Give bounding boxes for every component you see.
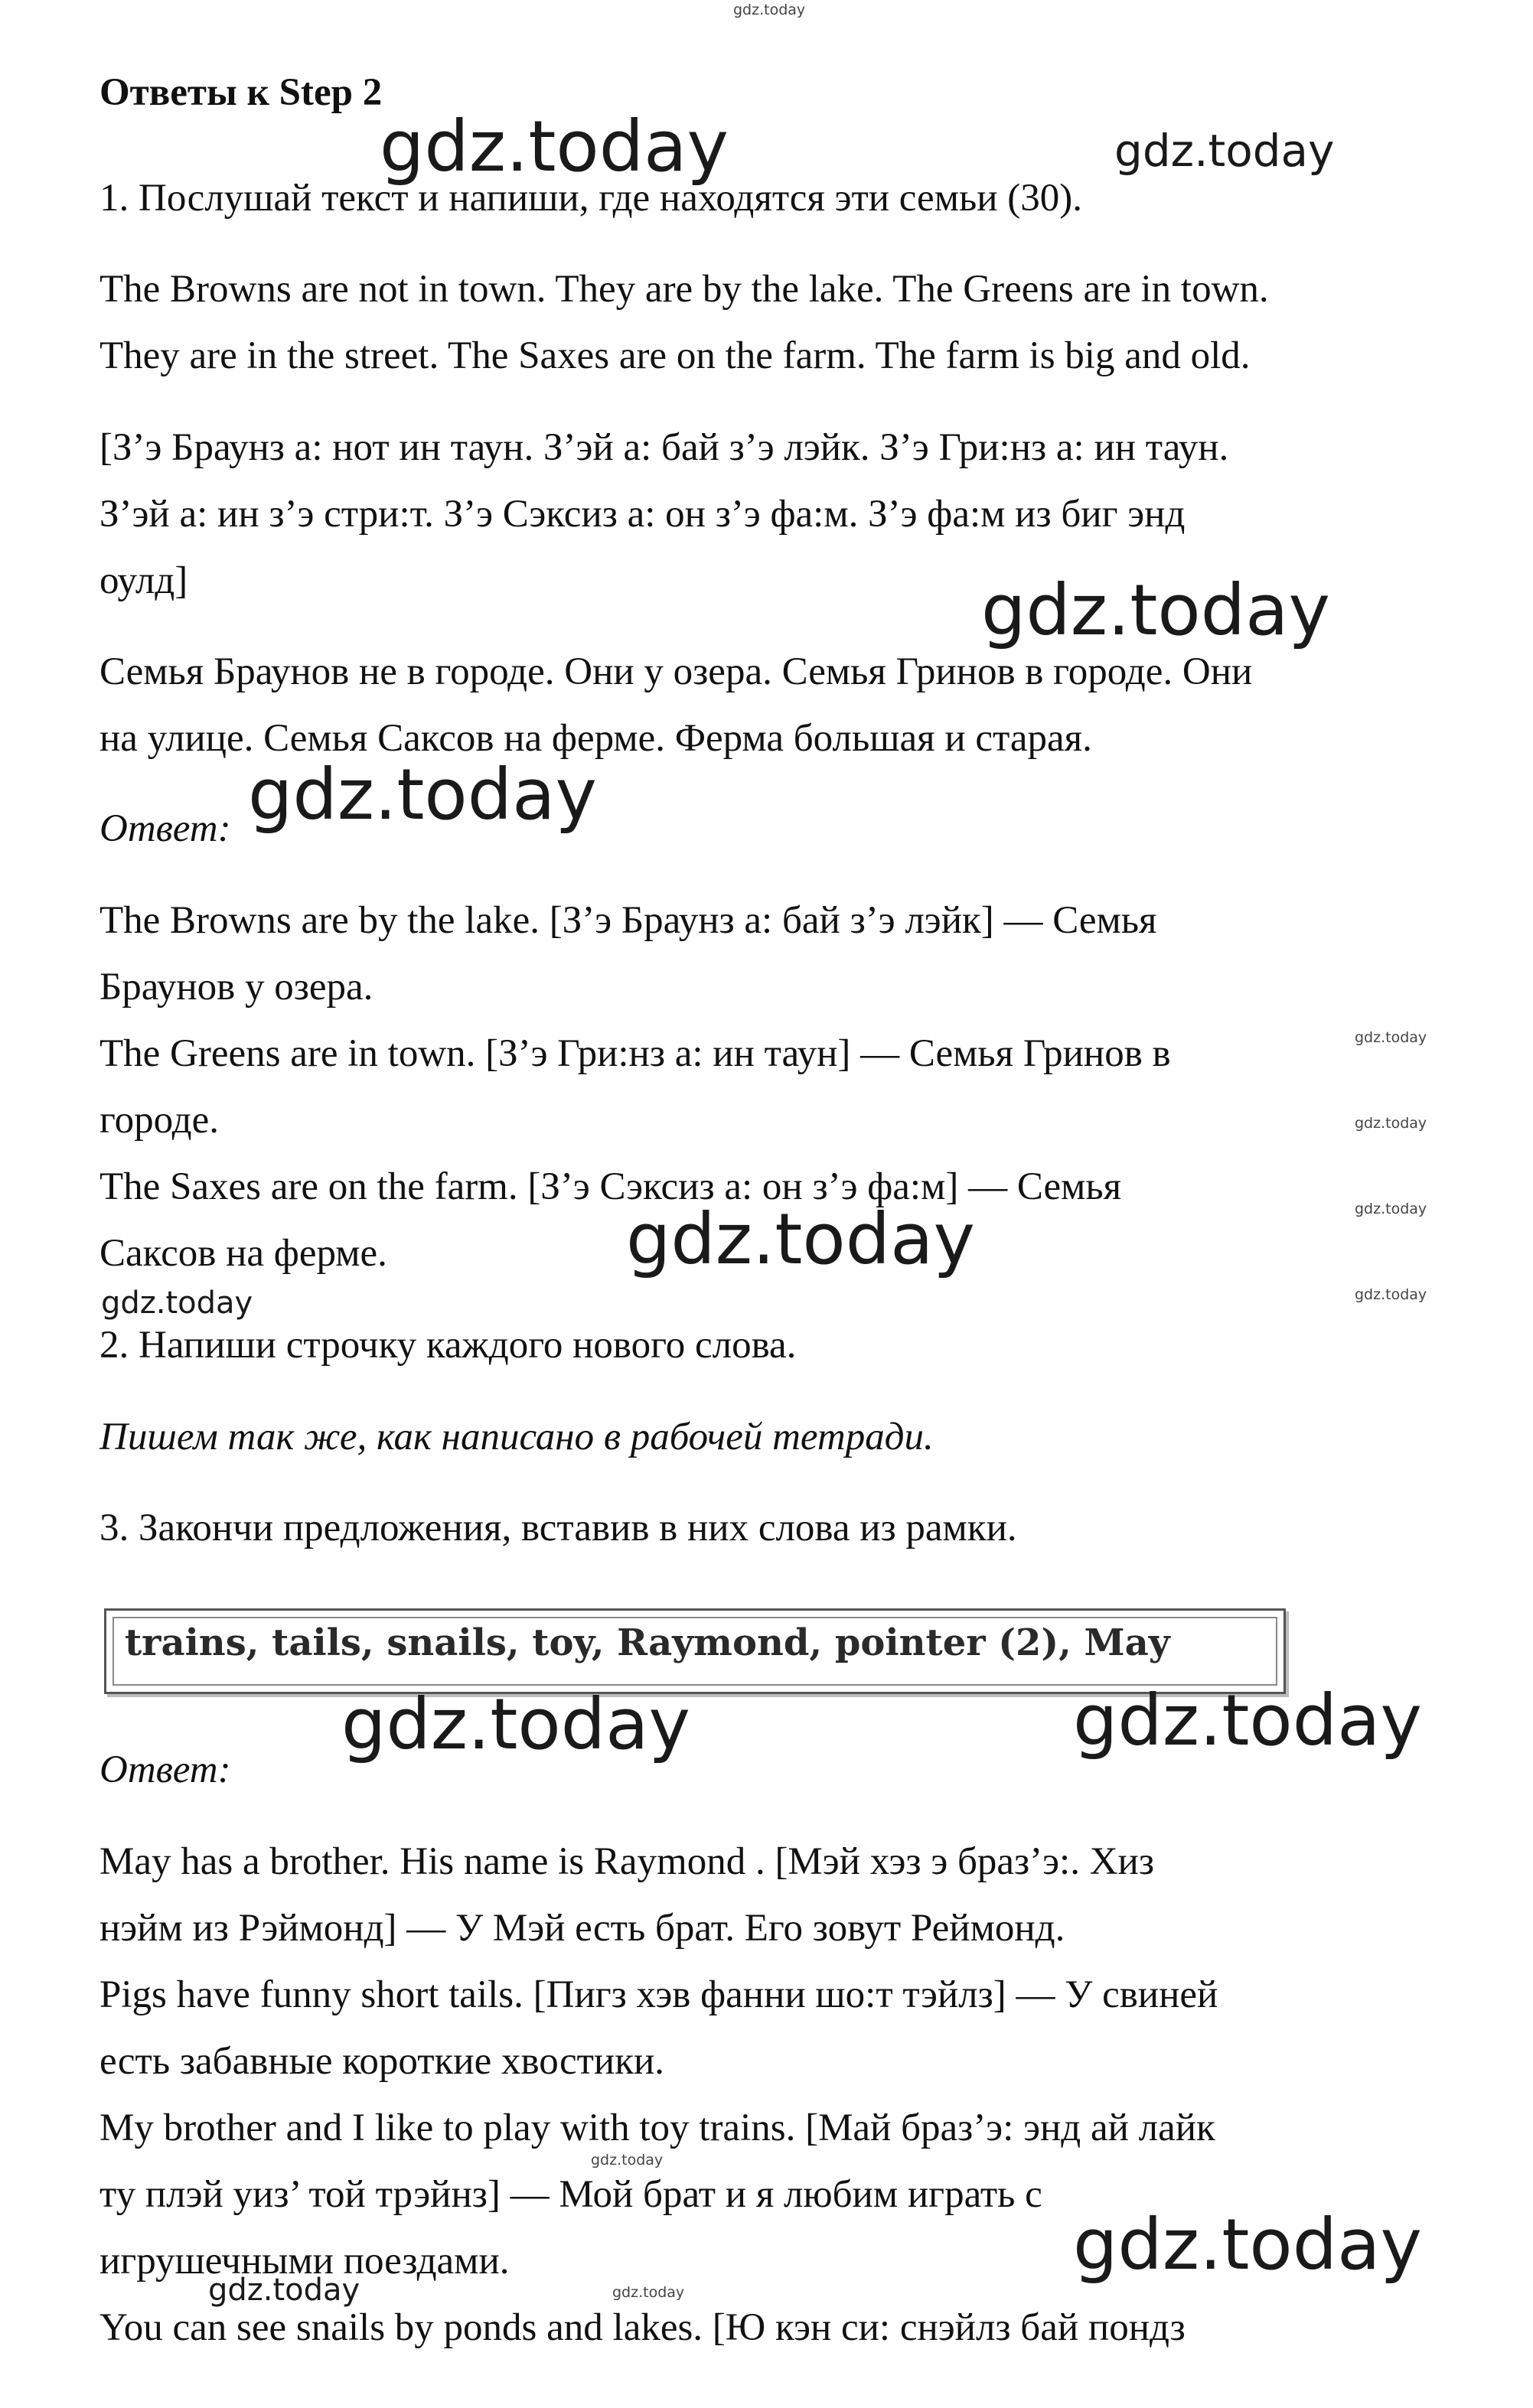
task2-heading: 2. Напиши строчку каждого нового слова. — [99, 1324, 797, 1367]
task3-answer-line: игрушечными поездами. — [99, 2240, 510, 2283]
task3-answer-line: нэйм из Рэймонд] — У Мэй есть брат. Его зовут Реймонд. — [99, 1907, 1065, 1950]
task3-answer-line: есть забавные короткие хвостики. — [99, 2040, 665, 2083]
watermark: gdz.today — [208, 2273, 360, 2308]
watermark: gdz.today — [1355, 1286, 1427, 1303]
task1-answer-line: Саксов на ферме. — [99, 1232, 387, 1275]
watermark: gdz.today — [1073, 1680, 1422, 1761]
watermark: gdz.today — [626, 1198, 975, 1280]
word-box-text: trains, tails, snails, toy, Raymond, pointer (2), May — [125, 1621, 1170, 1664]
task1-transcription-line: оулд] — [99, 559, 188, 602]
task1-transcription-line: З’эй а: ин з’э стри:т. З’э Сэксиз а: он з’э фа:м. З’э фа:м из биг энд — [99, 493, 1186, 536]
task3-answer-line: May has a brother. His name is Raymond . [Мэй хэз э браз’э:. Хиз — [99, 1840, 1154, 1883]
task1-answer-line: Браунов у озера. — [99, 966, 373, 1008]
task1-english-line: The Browns are not in town. They are by the lake. The Greens are in town. — [99, 268, 1269, 311]
task1-answer-line: The Saxes are on the farm. [З’э Сэксиз а: он з’э фа:м] — Семья — [99, 1165, 1122, 1208]
task2-answer: Пишем так же, как написано в рабочей тетради. — [99, 1416, 934, 1458]
watermark: gdz.today — [1114, 125, 1335, 177]
task1-translation-line: на улице. Семья Саксов на ферме. Ферма большая и старая. — [99, 717, 1092, 760]
task3-answer-line: Pigs have funny short tails. [Пигз хэв фанни шо:т тэйлз] — У свиней — [99, 1973, 1218, 2016]
watermark: gdz.today — [1355, 1201, 1427, 1217]
task3-answer-label: Ответ: — [99, 1748, 231, 1791]
task3-answer-line: My brother and I like to play with toy trains. [Май браз’э: энд ай лайк — [99, 2107, 1215, 2149]
task1-answer-label: Ответ: — [99, 807, 231, 850]
watermark: gdz.today — [1355, 1115, 1427, 1132]
task1-answer-line: The Greens are in town. [З’э Гри:нз а: ин таун] — Семья Гринов в — [99, 1032, 1171, 1075]
task1-english-line: They are in the street. The Saxes are on the farm. The farm is big and old. — [99, 334, 1251, 377]
watermark: gdz.today — [591, 2152, 664, 2169]
watermark: gdz.today — [981, 569, 1330, 651]
task1-translation-line: Семья Браунов не в городе. Они у озера. Семья Гринов в городе. Они — [99, 650, 1253, 693]
task1-transcription-line: [З’э Браунз а: нот ин таун. З’эй а: бай з’э лэйк. З’э Гри:нз а: ин таун. — [99, 426, 1229, 469]
task3-answer-line: ту плэй уиз’ той трэйнз] — Мой брат и я любим играть с — [99, 2173, 1042, 2216]
watermark: gdz.today — [612, 2284, 685, 2301]
watermark: gdz.today — [248, 754, 597, 836]
watermark: gdz.today — [341, 1683, 690, 1765]
task3-answer-line: You can see snails by ponds and lakes. [Ю кэн си: снэйлз бай пондз — [99, 2306, 1186, 2349]
task3-heading: 3. Закончи предложения, вставив в них слова из рамки. — [99, 1507, 1017, 1549]
watermark: gdz.today — [380, 106, 729, 187]
task1-answer-line: The Browns are by the lake. [З’э Браунз а: бай з’э лэйк] — Семья — [99, 899, 1157, 942]
watermark: gdz.today — [1355, 1029, 1427, 1046]
watermark: gdz.today — [733, 2, 806, 18]
page-title: Ответы к Step 2 — [99, 71, 383, 114]
task1-heading: 1. Послушай текст и напиши, где находятся эти семьи (30). — [99, 177, 1082, 220]
task1-answer-line: городе. — [99, 1099, 220, 1142]
watermark: gdz.today — [1073, 2204, 1422, 2286]
watermark: gdz.today — [101, 1285, 253, 1321]
